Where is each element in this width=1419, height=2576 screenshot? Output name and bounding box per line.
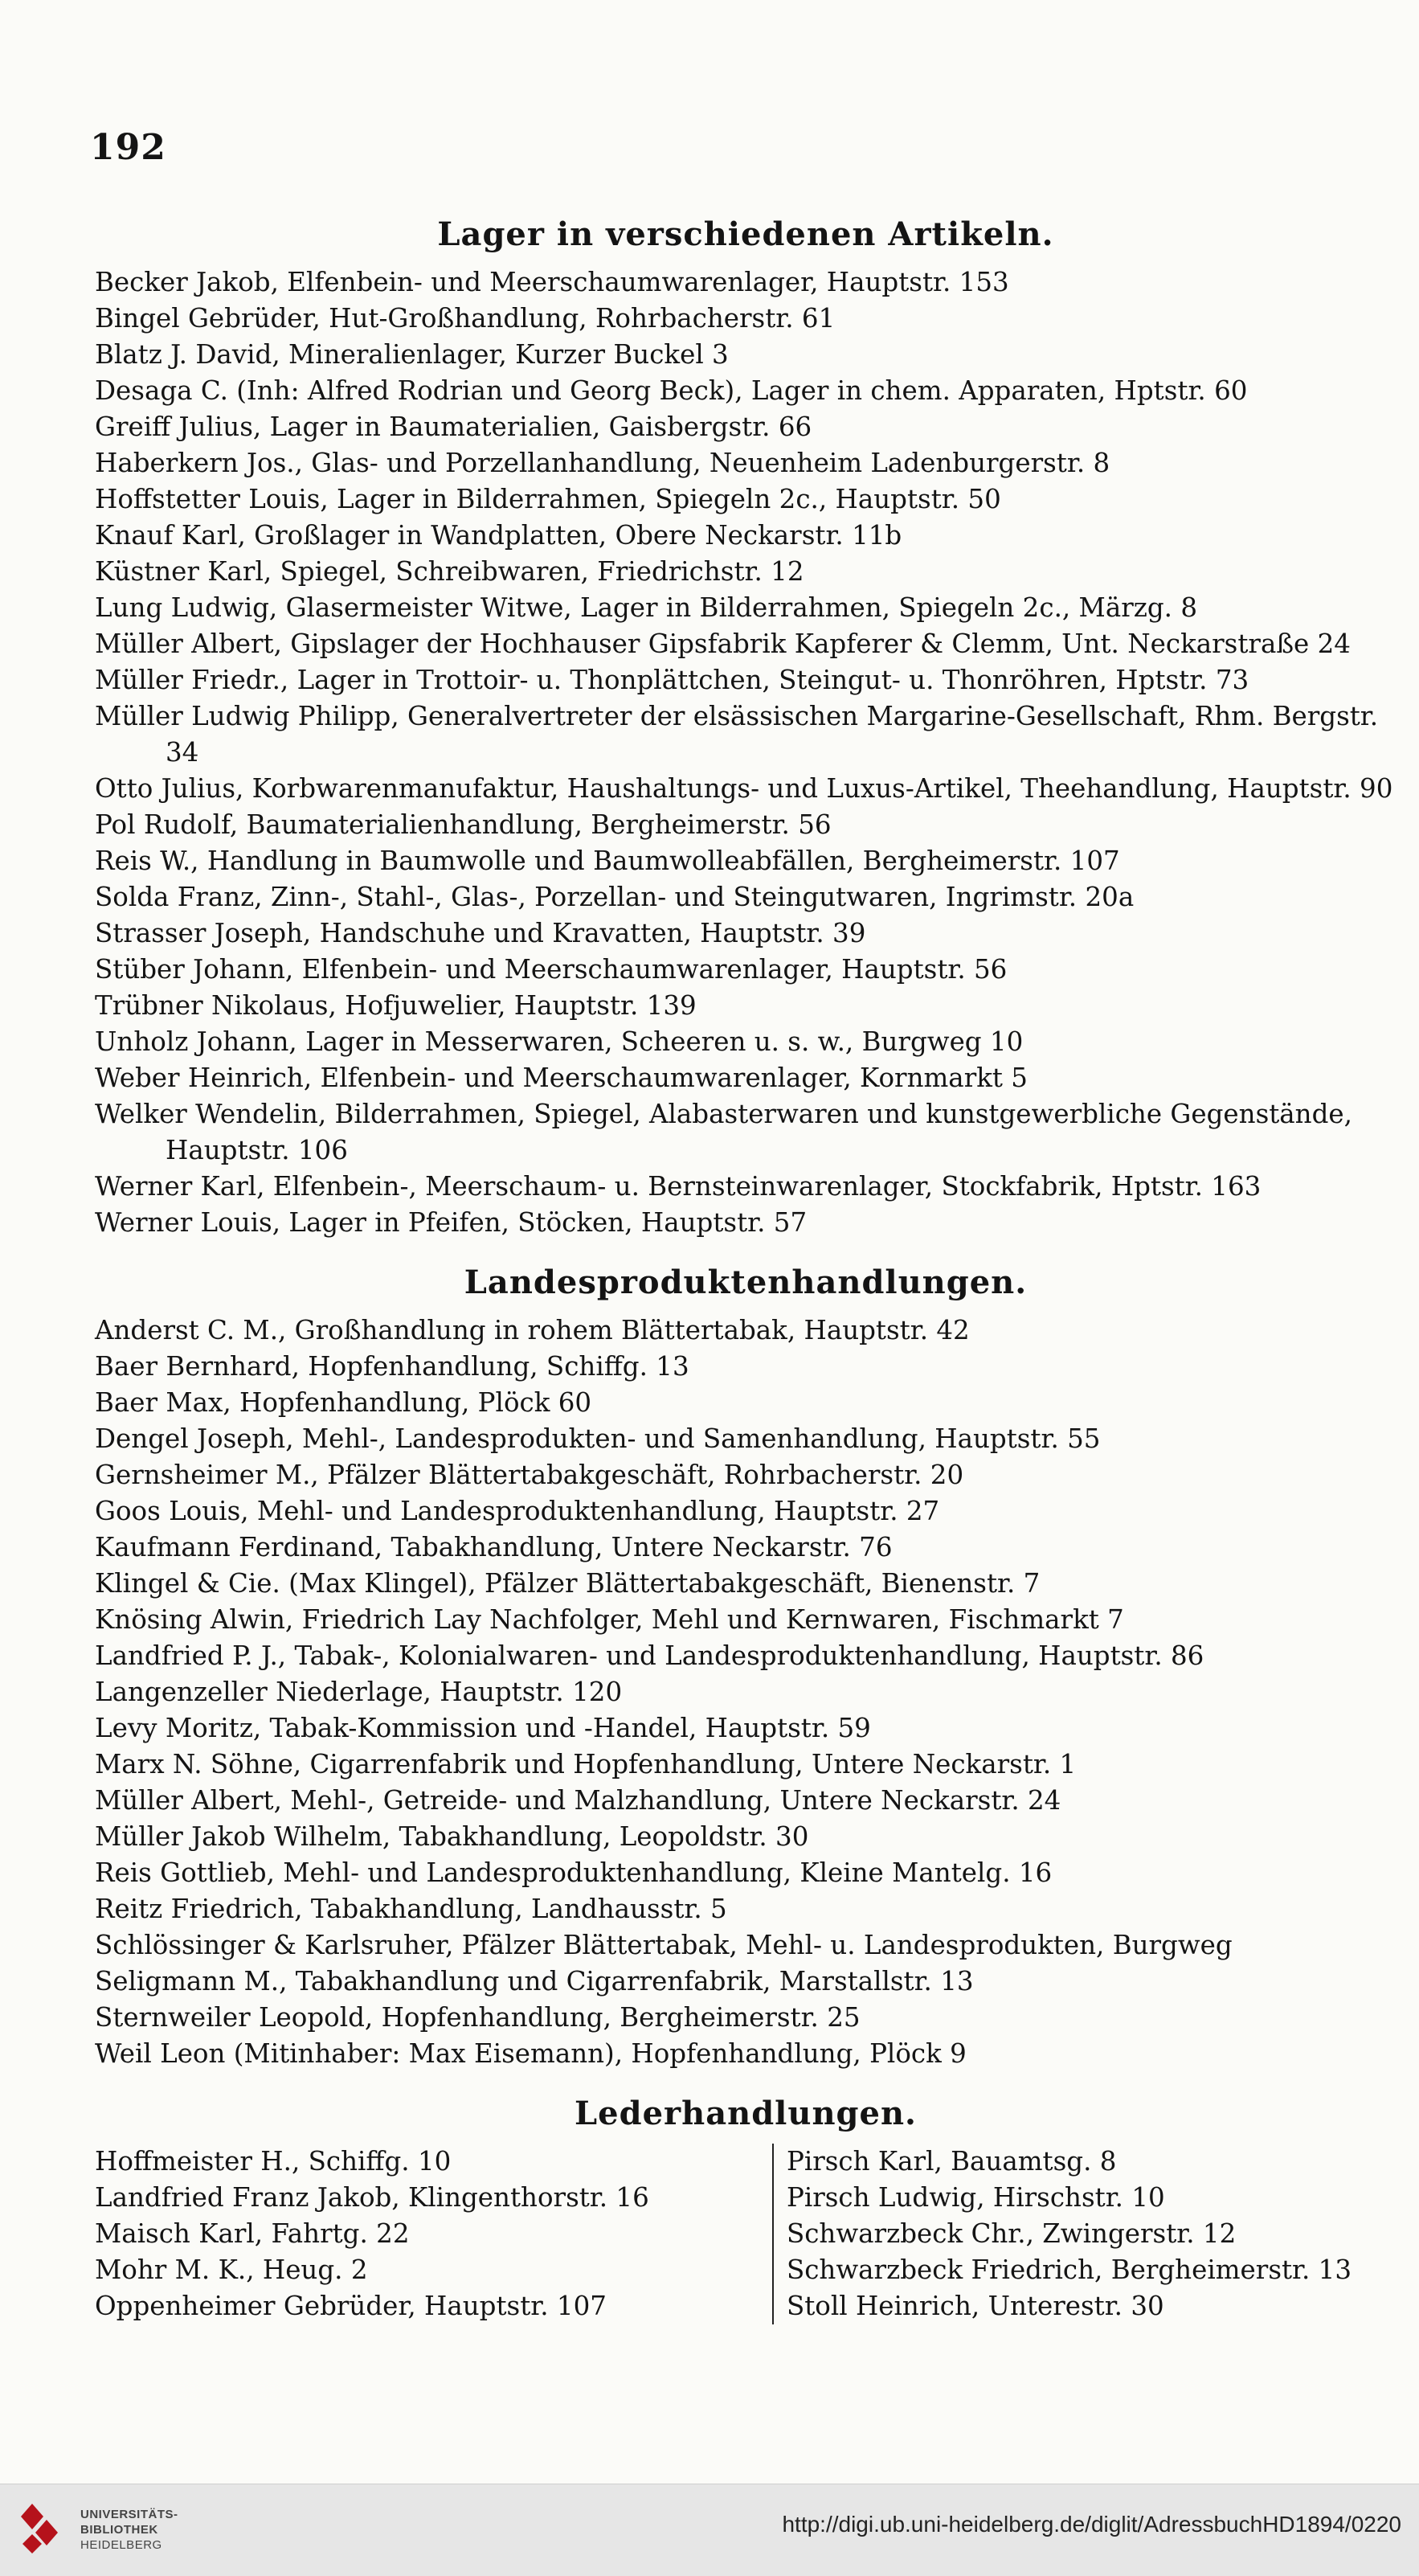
section-heading-landesprodukten: Landesproduktenhandlungen.: [464, 1263, 1028, 1301]
directory-entry: Reitz Friedrich, Tabakhandlung, Landhausstr. 5: [95, 1894, 727, 1924]
directory-entry: Mohr M. K., Heug. 2: [95, 2255, 368, 2285]
footer-bar: [0, 2484, 1419, 2576]
directory-entry: Lung Ludwig, Glasermeister Witwe, Lager in Bilderrahmen, Spiegeln 2c., Märzg. 8: [95, 592, 1198, 623]
directory-entry: Stoll Heinrich, Unterestr. 30: [786, 2291, 1164, 2321]
directory-entry: Unholz Johann, Lager in Messerwaren, Scheeren u. s. w., Burgweg 10: [95, 1026, 1024, 1057]
directory-entry: Stüber Johann, Elfenbein- und Meerschaumwarenlager, Hauptstr. 56: [95, 954, 1008, 985]
section-heading-lager: Lager in verschiedenen Artikeln.: [437, 215, 1054, 253]
directory-entry: Schlössinger & Karlsruher, Pfälzer Blättertabak, Mehl- u. Landesprodukten, Burgweg: [95, 1930, 1233, 1960]
entry-list-landesprodukten: [95, 1313, 1397, 2072]
directory-entry: Bingel Gebrüder, Hut-Großhandlung, Rohrbacherstr. 61: [95, 303, 836, 334]
directory-entry: Marx N. Söhne, Cigarrenfabrik und Hopfenhandlung, Untere Neckarstr. 1: [95, 1749, 1077, 1779]
institution-line: HEIDELBERG: [80, 2538, 162, 2552]
directory-entry: Müller Albert, Gipslager der Hochhauser Gipsfabrik Kapferer & Clemm, Unt. Neckarstraße 24: [95, 629, 1351, 659]
directory-entry: Strasser Joseph, Handschuhe und Kravatten, Hauptstr. 39: [95, 918, 866, 948]
directory-entry: Goos Louis, Mehl- und Landesproduktenhandlung, Hauptstr. 27: [95, 1496, 940, 1526]
institution-line: BIBLIOTHEK: [80, 2523, 158, 2537]
directory-entry: Landfried P. J., Tabak-, Kolonialwaren- und Landesproduktenhandlung, Hauptstr. 86: [95, 1640, 1204, 1671]
source-url[interactable]: http://digi.ub.uni-heidelberg.de/diglit/AdressbuchHD1894/0220: [782, 2512, 1401, 2537]
directory-entry: Pirsch Karl, Bauamtsg. 8: [786, 2146, 1117, 2177]
right-column: [774, 2144, 1397, 2324]
directory-entry: Weil Leon (Mitinhaber: Max Eisemann), Hopfenhandlung, Plöck 9: [95, 2038, 967, 2069]
directory-entry: Küstner Karl, Spiegel, Schreibwaren, Friedrichstr. 12: [95, 556, 804, 587]
directory-entry: Pirsch Ludwig, Hirschstr. 10: [786, 2182, 1165, 2213]
directory-entry: Werner Karl, Elfenbein-, Meerschaum- u. Bernsteinwarenlager, Stockfabrik, Hptstr. 163: [95, 1171, 1262, 1202]
directory-entry: Oppenheimer Gebrüder, Hauptstr. 107: [95, 2291, 607, 2321]
directory-entry: Müller Albert, Mehl-, Getreide- und Malzhandlung, Untere Neckarstr. 24: [95, 1785, 1061, 1816]
left-column: [95, 2144, 774, 2324]
directory-entry: Trübner Nikolaus, Hofjuwelier, Hauptstr. 139: [95, 990, 697, 1021]
directory-entry: Klingel & Cie. (Max Klingel), Pfälzer Blättertabakgeschäft, Bienenstr. 7: [95, 1568, 1041, 1599]
directory-entry: Hoffstetter Louis, Lager in Bilderrahmen, Spiegeln 2c., Hauptstr. 50: [95, 484, 1001, 514]
directory-entry: Kaufmann Ferdinand, Tabakhandlung, Untere Neckarstr. 76: [95, 1532, 893, 1562]
directory-entry: Becker Jakob, Elfenbein- und Meerschaumwarenlager, Hauptstr. 153: [95, 267, 1009, 297]
directory-entry: Baer Bernhard, Hopfenhandlung, Schiffg. 13: [95, 1351, 689, 1382]
directory-entry: Landfried Franz Jakob, Klingenthorstr. 16: [95, 2182, 649, 2213]
directory-entry: Müller Ludwig Philipp, Generalvertreter der elsässischen Margarine-Gesellschaft, Rhm. Bergstr. 34: [95, 701, 1379, 768]
directory-entry: Sternweiler Leopold, Hopfenhandlung, Bergheimerstr. 25: [95, 2002, 861, 2033]
directory-entry: Baer Max, Hopfenhandlung, Plöck 60: [95, 1387, 592, 1418]
directory-entry: Greiff Julius, Lager in Baumaterialien, Gaisbergstr. 66: [95, 412, 812, 442]
directory-entry: Weber Heinrich, Elfenbein- und Meerschaumwarenlager, Kornmarkt 5: [95, 1063, 1028, 1093]
directory-entry: Knösing Alwin, Friedrich Lay Nachfolger, Mehl und Kernwaren, Fischmarkt 7: [95, 1604, 1124, 1635]
directory-entry: Gernsheimer M., Pfälzer Blättertabakgeschäft, Rohrbacherstr. 20: [95, 1460, 964, 1490]
directory-entry: Reis W., Handlung in Baumwolle und Baumwolleabfällen, Bergheimerstr. 107: [95, 846, 1120, 876]
directory-entry: Otto Julius, Korbwarenmanufaktur, Haushaltungs- und Luxus-Artikel, Theehandlung, Hauptstr. 90: [95, 773, 1393, 804]
directory-entry: Anderst C. M., Großhandlung in rohem Blättertabak, Hauptstr. 42: [95, 1315, 970, 1345]
page-content: [95, 215, 1397, 2324]
directory-entry: Maisch Karl, Fahrtg. 22: [95, 2218, 410, 2249]
two-column-list: [95, 2144, 1397, 2324]
directory-entry: Werner Louis, Lager in Pfeifen, Stöcken, Hauptstr. 57: [95, 1207, 808, 1238]
directory-entry: Schwarzbeck Friedrich, Bergheimerstr. 13: [786, 2255, 1352, 2285]
directory-entry: Desaga C. (Inh: Alfred Rodrian und Georg Beck), Lager in chem. Apparaten, Hptstr. 60: [95, 375, 1248, 406]
directory-entry: Levy Moritz, Tabak-Kommission und -Handel, Hauptstr. 59: [95, 1713, 871, 1743]
directory-entry: Langenzeller Niederlage, Hauptstr. 120: [95, 1677, 623, 1707]
directory-entry: Dengel Joseph, Mehl-, Landesprodukten- und Samenhandlung, Hauptstr. 55: [95, 1423, 1101, 1454]
directory-entry: Haberkern Jos., Glas- und Porzellanhandlung, Neuenheim Ladenburgerstr. 8: [95, 448, 1110, 478]
directory-entry: Reis Gottlieb, Mehl- und Landesproduktenhandlung, Kleine Mantelg. 16: [95, 1857, 1053, 1888]
directory-entry: Hoffmeister H., Schiffg. 10: [95, 2146, 452, 2177]
institution-name: [80, 2507, 178, 2553]
directory-entry: Blatz J. David, Mineralienlager, Kurzer Buckel 3: [95, 339, 729, 370]
entry-list-lager: [95, 264, 1397, 1241]
directory-entry: Müller Jakob Wilhelm, Tabakhandlung, Leopoldstr. 30: [95, 1821, 809, 1852]
section-heading-leder: Lederhandlungen.: [575, 2095, 917, 2132]
directory-entry: Schwarzbeck Chr., Zwingerstr. 12: [786, 2218, 1237, 2249]
institution-line: UNIVERSITÄTS-: [80, 2508, 178, 2521]
university-library-logo-icon: [16, 2492, 66, 2565]
page-number: 192: [90, 127, 166, 168]
directory-entry: Solda Franz, Zinn-, Stahl-, Glas-, Porzellan- und Steingutwaren, Ingrimstr. 20a: [95, 882, 1135, 912]
directory-entry: Welker Wendelin, Bilderrahmen, Spiegel, Alabasterwaren und kunstgewerbliche Gegenstände, Hauptstr. 106: [95, 1099, 1352, 1165]
directory-entry: Knauf Karl, Großlager in Wandplatten, Obere Neckarstr. 11b: [95, 520, 902, 551]
directory-entry: Pol Rudolf, Baumaterialienhandlung, Bergheimerstr. 56: [95, 809, 832, 840]
directory-entry: Seligmann M., Tabakhandlung und Cigarrenfabrik, Marstallstr. 13: [95, 1966, 974, 1997]
directory-entry: Müller Friedr., Lager in Trottoir- u. Thonplättchen, Steingut- u. Thonröhren, Hptstr. 73: [95, 665, 1249, 695]
